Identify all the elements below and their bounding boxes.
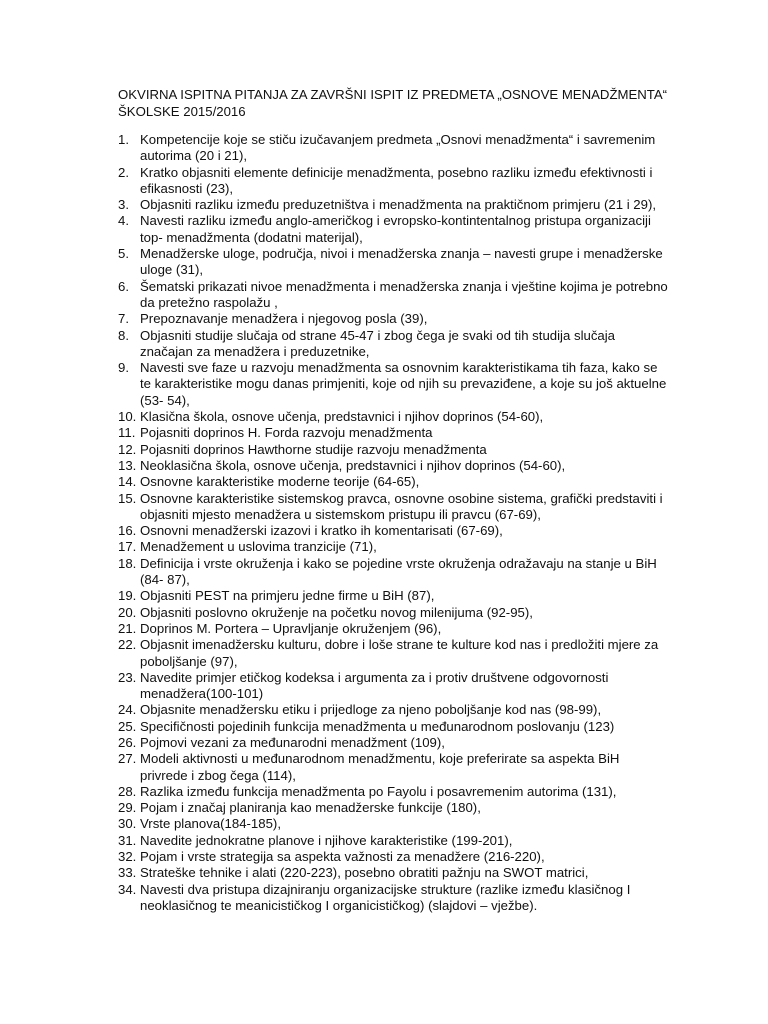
list-item <box>118 132 668 165</box>
list-item <box>118 425 668 441</box>
question-number: 2. <box>118 164 129 180</box>
list-item <box>118 833 668 849</box>
list-item <box>118 246 668 279</box>
list-item <box>118 719 668 735</box>
list-item <box>118 784 668 800</box>
list-item <box>118 588 668 604</box>
question-number: 32. <box>118 849 137 865</box>
question-text: Navesti sve faze u razvoju menadžmenta sa osnovnim karakteristikama tih faza, kako se te karakteristike mogu danas primjeniti, koje od njih su prevaziđene, a koje su još aktuelne (53- 54), <box>140 360 667 408</box>
question-text: Osnovne karakteristike moderne teorije (64-65), <box>140 474 420 490</box>
question-number: 21. <box>118 620 137 636</box>
question-text: Pojam i vrste strategija sa aspekta važnosti za menadžere (216-220), <box>140 849 545 865</box>
question-number: 15. <box>118 490 137 506</box>
list-item <box>118 279 668 312</box>
list-item <box>118 491 668 524</box>
question-number: 7. <box>118 311 129 327</box>
question-number: 4. <box>118 213 129 229</box>
title-line-1: OKVIRNA ISPITNA PITANJA ZA ZAVRŠNI ISPIT IZ PREDMETA „OSNOVE MENADŽMENTA“ <box>118 87 668 102</box>
question-number: 28. <box>118 783 137 799</box>
question-text: Objasniti razliku između preduzetništva i menadžmenta na praktičnom primjeru (21 i 29), <box>140 197 657 213</box>
question-number: 17. <box>118 539 137 555</box>
list-item <box>118 865 668 881</box>
question-number: 13. <box>118 457 137 473</box>
question-text: Doprinos M. Portera – Upravljanje okruženjem (96), <box>140 620 442 636</box>
list-item <box>118 523 668 539</box>
list-item <box>118 751 668 784</box>
list-item <box>118 800 668 816</box>
question-number: 12. <box>118 441 137 457</box>
list-item <box>118 474 668 490</box>
question-number: 33. <box>118 865 137 881</box>
question-text: Navedite jednokratne planove i njihove karakteristike (199-201), <box>140 832 513 848</box>
question-number: 20. <box>118 604 137 620</box>
question-text: Modeli aktivnosti u međunarodnom menadžmentu, koje preferirate sa aspekta BiH privrede i zbog čega (114), <box>140 751 620 783</box>
title-line-2: ŠKOLSKE 2015/2016 <box>118 104 246 119</box>
question-text: Navesti razliku između anglo-američkog i evropsko-kontintentalnog pristupa organizaciji top- menadžmenta (dodatni materijal), <box>140 213 651 245</box>
question-text: Pojmovi vezani za međunarodni menadžment (109), <box>140 734 445 750</box>
question-number: 10. <box>118 409 137 425</box>
question-text: Pojasniti doprinos Hawthorne studije razvoju menadžmenta <box>140 441 487 457</box>
question-number: 31. <box>118 832 137 848</box>
question-number: 8. <box>118 327 129 343</box>
list-item <box>118 882 668 915</box>
question-text: Specifičnosti pojedinih funkcija menadžmenta u međunarodnom poslovanju (123) <box>140 718 615 734</box>
question-number: 23. <box>118 669 137 685</box>
list-item <box>118 458 668 474</box>
question-text: Objasnite menadžersku etiku i prijedloge za njeno poboljšanje kod nas (98-99), <box>140 702 602 718</box>
question-number: 16. <box>118 523 137 539</box>
list-item <box>118 605 668 621</box>
question-number: 26. <box>118 734 137 750</box>
list-item <box>118 816 668 832</box>
question-text: Objasniti PEST na primjeru jedne firme u BiH (87), <box>140 588 435 604</box>
question-text: Osnovne karakteristike sistemskog pravca, osnovne osobine sistema, grafički predstaviti i objasniti mjesto menadžera u sistemskom pristupu ili pravcu (67-69), <box>140 490 663 522</box>
question-number: 11. <box>118 425 136 441</box>
question-number: 14. <box>118 474 137 490</box>
question-text: Prepoznavanje menadžera i njegovog posla (39), <box>140 311 428 327</box>
question-text: Definicija i vrste okruženja i kako se pojedine vrste okruženja odražavaju na stanje u BiH (84- 87), <box>140 555 657 588</box>
list-item <box>118 735 668 751</box>
questions-list <box>118 132 668 914</box>
question-text: Osnovni menadžerski izazovi i kratko ih komentarisati (67-69), <box>140 523 503 539</box>
question-text: Vrste planova(184-185), <box>140 816 281 832</box>
list-item <box>118 360 668 409</box>
question-number: 24. <box>118 702 137 718</box>
question-text: Objasniti poslovno okruženje na početku novog milenijuma (92-95), <box>140 604 533 620</box>
list-item <box>118 165 668 198</box>
question-text: Šematski prikazati nivoe menadžmenta i menadžerska znanja i vještine kojima je potrebno da pretežno raspolažu , <box>140 278 668 310</box>
question-number: 1. <box>118 132 129 147</box>
question-number: 27. <box>118 751 137 767</box>
question-text: Pojasniti doprinos H. Forda razvoju menadžmenta <box>140 425 433 441</box>
question-number: 30. <box>118 816 137 832</box>
question-text: Strateške tehnike i alati (220-223), posebno obratiti pažnju na SWOT matrici, <box>140 865 589 881</box>
question-number: 22. <box>118 637 137 653</box>
question-text: Menadžement u uslovima tranzicije (71), <box>140 539 377 555</box>
question-number: 6. <box>118 278 129 294</box>
document-title <box>118 86 668 120</box>
question-number: 19. <box>118 588 137 604</box>
question-text: Razlika između funkcija menadžmenta po Fayolu i posavremenim autorima (131), <box>140 783 617 799</box>
question-text: Menadžerske uloge, područja, nivoi i menadžerska znanja – navesti grupe i menadžerske uloge (31), <box>140 246 663 278</box>
question-text: Neoklasična škola, osnove učenja, predstavnici i njihov doprinos (54-60), <box>140 457 566 473</box>
question-number: 5. <box>118 246 129 262</box>
question-number: 34. <box>118 881 137 897</box>
list-item <box>118 311 668 327</box>
question-number: 29. <box>118 800 137 816</box>
question-number: 3. <box>118 197 129 213</box>
list-item <box>118 197 668 213</box>
question-number: 9. <box>118 360 129 376</box>
question-text: Klasična škola, osnove učenja, predstavnici i njihov doprinos (54-60), <box>140 409 544 425</box>
list-item <box>118 213 668 246</box>
question-number: 18. <box>118 555 137 571</box>
question-text: Objasniti studije slučaja od strane 45-47 i zbog čega je svaki od tih studija slučaja značajan za menadžera i preduzetnike, <box>140 327 616 359</box>
question-text: Kratko objasniti elemente definicije menadžmenta, posebno razliku između efektivnosti i efikasnosti (23), <box>140 164 653 196</box>
list-item <box>118 621 668 637</box>
list-item <box>118 409 668 425</box>
question-text: Objasnit imenadžersku kulturu, dobre i loše strane te kulture kod nas i predložiti mjere za poboljšanje (97), <box>140 637 659 669</box>
list-item <box>118 328 668 361</box>
list-item <box>118 849 668 865</box>
list-item <box>118 539 668 555</box>
list-item <box>118 637 668 670</box>
question-text: Pojam i značaj planiranja kao menadžerske funkcije (180), <box>140 800 481 816</box>
list-item <box>118 670 668 703</box>
question-text: Navesti dva pristupa dizajniranju organizacijske strukture (razlike između klasičnog I neoklasičnog te meanicističkog I organicističkog) (slajdovi – vježbe). <box>140 881 631 913</box>
list-item <box>118 702 668 718</box>
list-item <box>118 556 668 589</box>
list-item <box>118 442 668 458</box>
question-text: Kompetencije koje se stiču izučavanjem predmeta „Osnovi menadžmenta“ i savremenim autorima (20 i 21), <box>140 132 656 164</box>
question-text: Navedite primjer etičkog kodeksa i argumenta za i protiv društvene odgovornosti menadžera(100-101) <box>140 669 609 702</box>
question-number: 25. <box>118 718 137 734</box>
